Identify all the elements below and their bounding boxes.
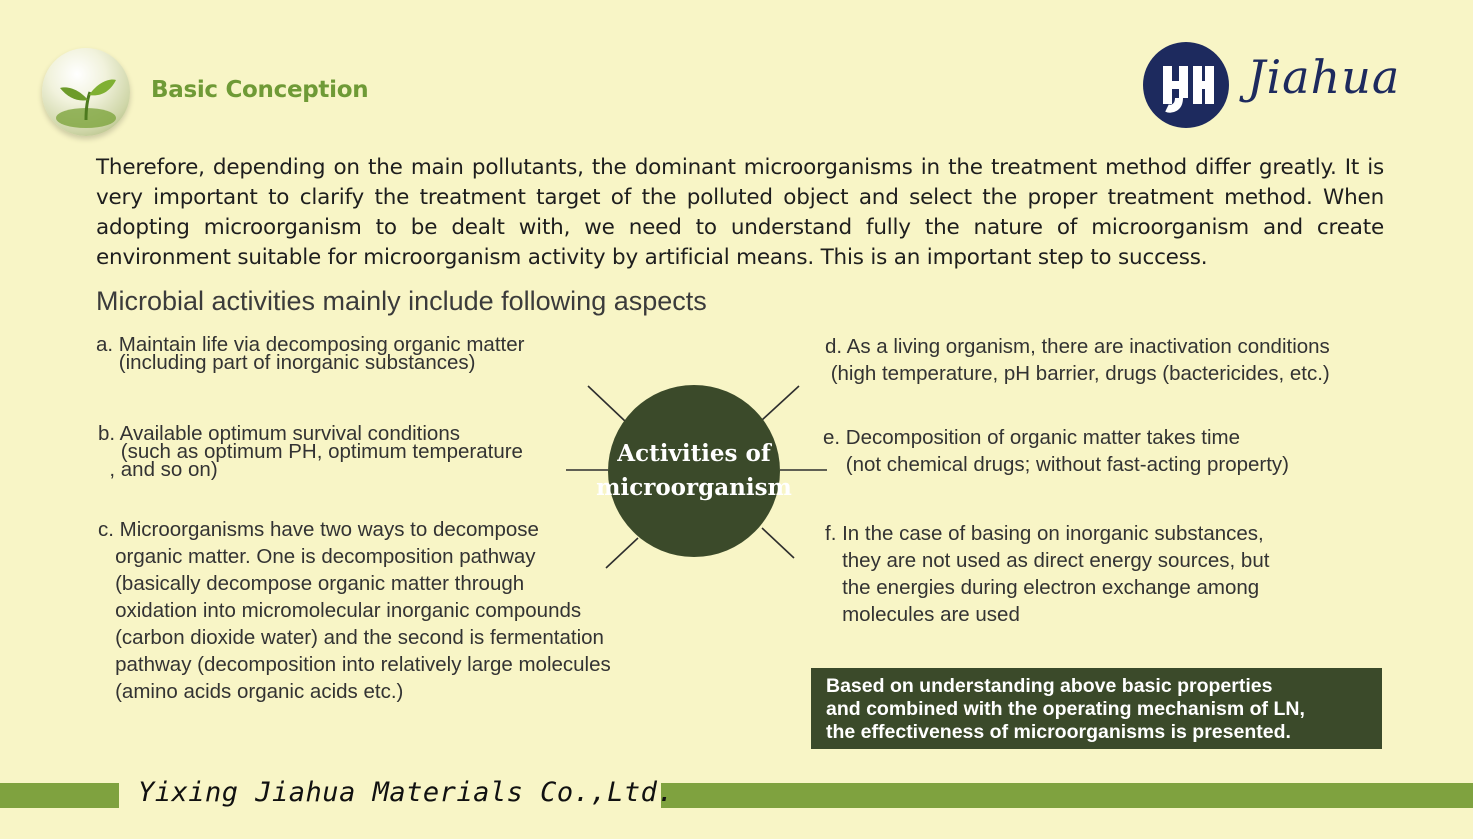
connector-line-c <box>606 538 638 568</box>
list-item-b: b. Available optimum survival conditions (such as optimum PH, optimum temperature , and so on) <box>98 422 523 481</box>
list-item-d: d. As a living organism, there are inactivation conditions (high temperature, pH barrier, drugs (bactericides, etc.) <box>825 335 1330 385</box>
footer-bar-left <box>0 783 119 808</box>
summary-box <box>811 668 1382 749</box>
intro-paragraph: Therefore, depending on the main pollutants, the dominant microorganisms in the treatment method differ greatly. It is very important to clarify the treatment target of the polluted object and select the proper treatment method. When adopting microorganism to be dealt with, we need to understand fully the nature of microorganism and create environment suitable for microorganism activity by artificial means. This is an important step to success. <box>96 155 1384 270</box>
list-item-e: e. Decomposition of organic matter takes time (not chemical drugs; without fast-acting property) <box>823 426 1290 476</box>
page-title: Basic Conception <box>151 77 369 103</box>
summary-text: Based on understanding above basic properties and combined with the operating mechanism of LN, the effectiveness of microorganisms is presented. <box>826 675 1305 743</box>
section-heading: Microbial activities mainly include following aspects <box>96 286 707 316</box>
list-item-a: a. Maintain life via decomposing organic matter (including part of inorganic substances) <box>96 333 525 374</box>
connector-line-a <box>588 386 626 422</box>
footer-company-name: Yixing Jiahua Materials Co.,Ltd. <box>138 777 675 808</box>
hub-label-line1: Activities of <box>617 440 771 467</box>
hub-label-line2: microorganism <box>596 474 792 501</box>
brand-name: Jiahua <box>1247 50 1401 104</box>
list-item-f: f. In the case of basing on inorganic substances, they are not used as direct energy sources, but the energies during electron exchange among molecules are used <box>825 522 1270 626</box>
connector-line-d <box>762 386 799 420</box>
footer-bar-right <box>661 783 1473 808</box>
connector-line-f <box>762 528 794 558</box>
hub-circle <box>596 385 792 557</box>
list-item-c: c. Microorganisms have two ways to decompose organic matter. One is decomposition pathway (basically decompose organic matter through oxidation into micromolecular inorganic compounds (carbon dioxide water) and the second is fermentation pathway (decomposition into relatively large molecules (amino acids organic acids etc.) <box>98 518 611 703</box>
